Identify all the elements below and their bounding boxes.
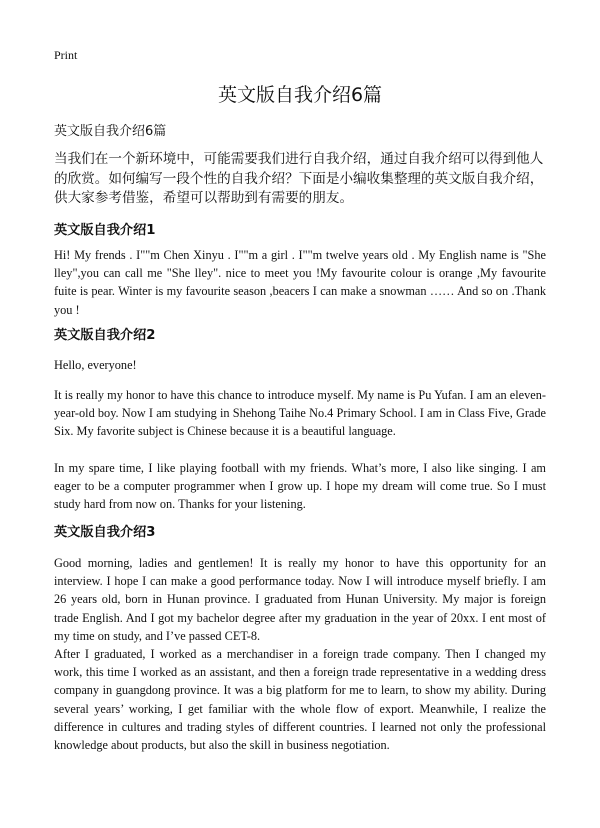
section-3-heading: 英文版自我介绍3 <box>54 525 156 540</box>
section-2-paragraph-2: It is really my honor to have this chance to introduce myself. My name is Pu Yufan. I am an eleven-year-old boy. Now I am studying in Shehong Taihe No.4 Primary School. I am in Class Five, Grade Six. My favorite subject is Chinese because it is a beautiful language. <box>54 388 546 439</box>
intro-paragraph: 当我们在一个新环境中，可能需要我们进行自我介绍，通过自我介绍可以得到他人的欣赏。如何编写一段个性的自我介绍？下面是小编收集整理的英文版自我介绍，供大家参考借鉴，希望可以帮助到有需要的朋友。 <box>54 151 544 206</box>
section-1-paragraph-1: Hi! My frends . I""m Chen Xinyu . I""m a girl . I""m twelve years old . My English name is "She lley",you can call me "She lley". nice to meet you !My favourite colour is orange ,My favourite fuite is pear. Winter is my favourite season ,beacers I can make a snowman …… And so on .Thank you ! <box>54 248 546 317</box>
section-3-paragraph-1: Good morning, ladies and gentlemen! It is really my honor to have this opportunity for an interview. I hope I can make a good performance today. Now I will introduce myself briefly. I am 26 years old, born in Hunan province. I graduated from Hunan University. My major is foreign trade English. And I got my bachelor degree after my graduation in the year of 20xx. I ent most of my time on study, and I’ve passed CET-8. <box>54 556 546 643</box>
section-2-heading: 英文版自我介绍2 <box>54 328 156 343</box>
print-label: Print <box>54 48 78 62</box>
document-subtitle: 英文版自我介绍6篇 <box>54 124 167 139</box>
section-2-paragraph-1: Hello, everyone! <box>54 358 137 372</box>
section-3-paragraph-2: After I graduated, I worked as a merchandiser in a foreign trade company. Then I changed my work, this time I worked as an assistant, and then a foreign trade representative in a wedding dress company in guangdong province. It was a big platform for me to learn, to show my ability. During several years’ working, I get familiar with the whole flow of export. Meanwhile, I realize the difference in cultures and trading styles of different countries. I learned not only the professional knowledge about products, but also the skill in business negotiation. <box>54 647 546 753</box>
section-1-heading: 英文版自我介绍1 <box>54 223 156 238</box>
document-title: 英文版自我介绍6篇 <box>217 84 383 106</box>
section-2-paragraph-3: In my spare time, I like playing football with my friends. What’s more, I also like singing. I am eager to be a computer programmer when I grow up. I hope my dream will come true. So I must study hard from now on. Thanks for your listening. <box>54 461 546 512</box>
